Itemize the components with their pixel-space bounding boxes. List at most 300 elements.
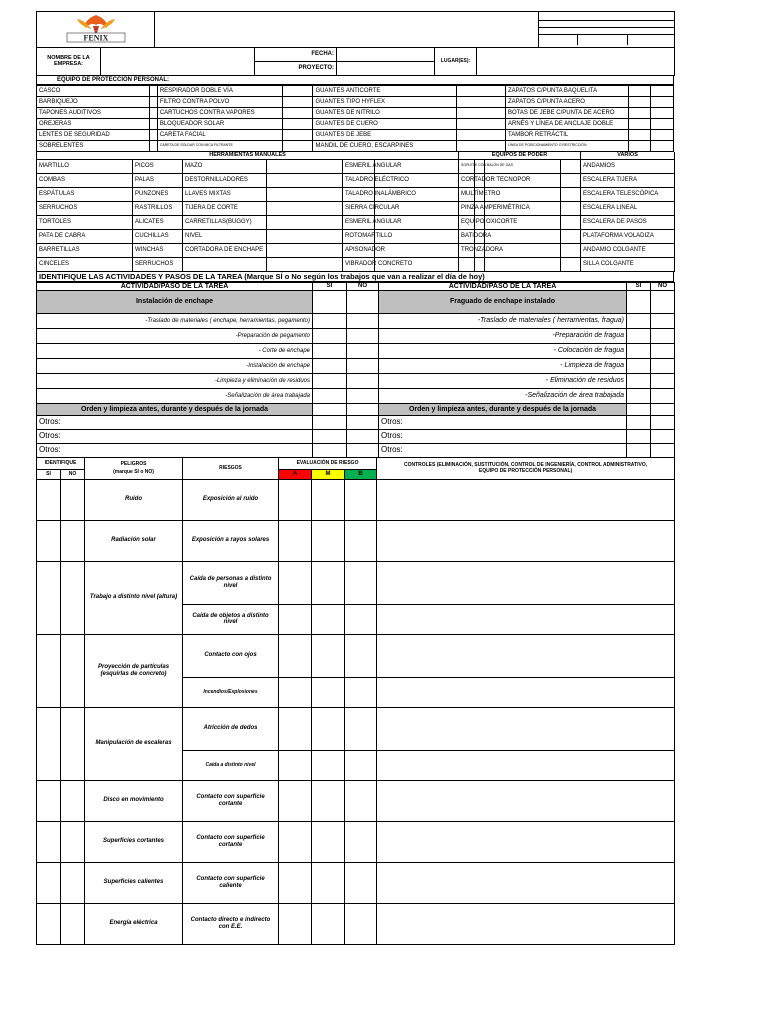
activity-step-right-no[interactable] — [651, 344, 675, 359]
order-cleaning-right: Orden y limpieza antes, durante y después de la jornada — [379, 404, 627, 416]
controls-header: CONTROLES (ELIMINACIÓN, SUSTITUCIÓN, CONTROL DE INGENIERÍA, CONTROL ADMINISTRATIVO, EQUIPO DE PROTECCIÓN PERSONAL) — [377, 458, 675, 479]
controls-cell[interactable] — [377, 604, 675, 634]
order-left-si[interactable] — [313, 404, 347, 416]
eval-medium-cell[interactable] — [312, 677, 345, 707]
tool-item: PINZA AMPERIMÉTRICA — [459, 201, 475, 215]
epp-checkbox[interactable] — [149, 119, 157, 130]
hazard-no-cell[interactable] — [61, 561, 85, 634]
hazard-risk: Contacto con superficie caliente — [183, 862, 279, 903]
hazard-risk: Contacto con ojos — [183, 634, 279, 677]
identify-no-header: NO — [61, 469, 85, 479]
eval-high-cell[interactable] — [279, 520, 312, 561]
tool-checkbox[interactable] — [267, 229, 343, 243]
other-left-si[interactable] — [313, 430, 347, 444]
epp-item: LÍNEA DE POSICIONAMIENTO O RESTRICCIÓN — [506, 141, 629, 152]
tool-item — [183, 257, 267, 271]
other-right-label[interactable]: Otros: — [379, 430, 627, 444]
manual-tools-title: HERRAMIENTAS MANUALES — [37, 152, 459, 159]
hazard-row — [37, 821, 675, 862]
dangers-header — [85, 458, 183, 479]
tool-item: MAZO — [183, 159, 267, 173]
eval-low-cell[interactable] — [345, 677, 377, 707]
company-label: NOMBRE DE LA EMPRESA: — [37, 48, 101, 76]
hazard-row — [37, 707, 675, 750]
activity-step-right-si[interactable] — [627, 329, 651, 344]
epp-row — [37, 119, 674, 130]
epp-checkbox-extra[interactable] — [651, 86, 674, 97]
tool-item: DESTORNILLADORES — [183, 173, 267, 187]
other-left-label[interactable]: Otros: — [37, 416, 313, 430]
epp-checkbox[interactable] — [628, 86, 651, 97]
activity-step-right-si[interactable] — [627, 374, 651, 389]
tool-item: MULTÍMETRO — [459, 187, 475, 201]
tools-row — [37, 187, 675, 201]
controls-cell[interactable] — [377, 903, 675, 944]
epp-checkbox[interactable] — [149, 108, 157, 119]
tools-row — [37, 173, 675, 187]
epp-checkbox[interactable] — [628, 108, 651, 119]
tool-item: MARTILLO — [37, 159, 133, 173]
other-left-no[interactable] — [347, 416, 379, 430]
tool-checkbox[interactable] — [267, 187, 343, 201]
tool-item: RASTRILLOS — [133, 201, 183, 215]
other-left-no[interactable] — [347, 430, 379, 444]
hazard-si-cell[interactable] — [37, 862, 61, 903]
epp-title: EQUIPO DE PROTECCIÓN PERSONAL: — [36, 76, 674, 85]
eval-low-cell[interactable] — [345, 604, 377, 634]
hazard-risk: Caída de objetos a distinto nivel — [183, 604, 279, 634]
eval-high-cell[interactable] — [279, 750, 312, 780]
hazard-risk: Incendios/Explosiones — [183, 677, 279, 707]
controls-cell[interactable] — [377, 821, 675, 862]
hazard-no-cell[interactable] — [61, 862, 85, 903]
eval-low-cell[interactable] — [345, 750, 377, 780]
epp-row — [37, 141, 674, 152]
hazard-si-cell[interactable] — [37, 780, 61, 821]
tool-checkbox[interactable] — [561, 215, 581, 229]
activity-step-right-no[interactable] — [651, 374, 675, 389]
other-right-si[interactable] — [627, 430, 651, 444]
epp-row — [37, 108, 674, 119]
activity-step-left-no[interactable] — [347, 359, 379, 374]
activity-step-right-si[interactable] — [627, 314, 651, 329]
date-field[interactable] — [337, 48, 435, 62]
activity-step-left-no[interactable] — [347, 344, 379, 359]
eval-medium-cell[interactable] — [312, 604, 345, 634]
tool-checkbox[interactable] — [485, 257, 561, 271]
tool-checkbox[interactable] — [375, 243, 459, 257]
controls-cell[interactable] — [377, 479, 675, 520]
tool-item: ESCALERA TELESCÓPICA — [581, 187, 675, 201]
activity-step-right-no[interactable] — [651, 389, 675, 404]
eval-medium-header: M — [312, 469, 345, 479]
tools-row — [37, 229, 675, 243]
eval-high-cell[interactable] — [279, 821, 312, 862]
header-title-area — [155, 12, 539, 48]
dangers-header-label: PELIGROS — [120, 461, 147, 468]
tool-item: APISONADOR — [343, 243, 375, 257]
tool-item: TIJERA DE CORTE — [183, 201, 267, 215]
activity-order-row — [37, 404, 675, 416]
eval-high-header: A — [279, 469, 312, 479]
hazard-danger: Superficies calientes — [85, 862, 183, 903]
eval-medium-cell[interactable] — [312, 862, 345, 903]
hazard-danger: Trabajo a distinto nivel (altura) — [85, 561, 183, 634]
epp-item: CASCO — [37, 86, 150, 97]
epp-item: CARETA FACIAL — [157, 130, 282, 141]
tool-item: ALICATES — [133, 215, 183, 229]
activity-step-right-si[interactable] — [627, 389, 651, 404]
activity-step-right-no[interactable] — [651, 329, 675, 344]
hazard-risk: Caída a distinto nivel — [183, 750, 279, 780]
activity-step-left: - Corte de enchape — [37, 344, 313, 359]
header-table — [36, 11, 675, 48]
eval-low-cell[interactable] — [345, 903, 377, 944]
other-right-no[interactable] — [651, 430, 675, 444]
epp-checkbox[interactable] — [149, 97, 157, 108]
hazard-no-cell[interactable] — [61, 520, 85, 561]
activity-step-right-si[interactable] — [627, 359, 651, 374]
controls-cell[interactable] — [377, 634, 675, 677]
eval-high-cell[interactable] — [279, 604, 312, 634]
epp-checkbox[interactable] — [282, 130, 313, 141]
tool-item: ROTOMARTILLO — [343, 229, 375, 243]
controls-cell[interactable] — [377, 862, 675, 903]
epp-checkbox[interactable] — [628, 119, 651, 130]
activity-step-right-no[interactable] — [651, 314, 675, 329]
hazard-risk: Contacto con superficie cortante — [183, 821, 279, 862]
hazard-si-cell[interactable] — [37, 634, 61, 707]
activity-step-right-no[interactable] — [651, 359, 675, 374]
hazard-no-cell[interactable] — [61, 903, 85, 944]
hazard-row — [37, 862, 675, 903]
hazard-si-cell[interactable] — [37, 520, 61, 561]
tools-row — [37, 215, 675, 229]
epp-checkbox[interactable] — [456, 97, 505, 108]
activity-step-right: -Traslado de materiales ( herramientas, fragua) — [379, 314, 627, 329]
eval-medium-cell[interactable] — [312, 750, 345, 780]
activity-group-left-si[interactable] — [313, 291, 347, 314]
other-left-no[interactable] — [347, 444, 379, 458]
epp-checkbox[interactable] — [149, 141, 157, 152]
tool-item: ESCALERA LINEAL — [581, 201, 675, 215]
activity-step-left-si[interactable] — [313, 374, 347, 389]
tool-checkbox[interactable] — [267, 257, 343, 271]
activity-col-header-right: ACTIVIDAD/PASO DE LA TAREA — [379, 282, 627, 291]
activity-step-row — [37, 344, 675, 359]
tool-checkbox[interactable] — [561, 201, 581, 215]
tool-checkbox[interactable] — [267, 243, 343, 257]
controls-cell[interactable] — [377, 750, 675, 780]
epp-checkbox-extra[interactable] — [651, 119, 674, 130]
activity-step-row — [37, 374, 675, 389]
tool-item: EQUIPO OXICORTE — [459, 215, 475, 229]
tool-item: SOPLETE CON BALÓN DE GAS — [459, 159, 475, 173]
other-right-label[interactable]: Otros: — [379, 416, 627, 430]
other-left-label[interactable]: Otros: — [37, 444, 313, 458]
hazard-si-cell[interactable] — [37, 707, 61, 780]
order-right-si[interactable] — [627, 404, 651, 416]
epp-item: FILTRO CONTRA POLVO — [157, 97, 282, 108]
tool-item: CINCELES — [37, 257, 133, 271]
tool-item — [459, 257, 475, 271]
other-right-label[interactable]: Otros: — [379, 444, 627, 458]
epp-checkbox[interactable] — [456, 86, 505, 97]
other-left-si[interactable] — [313, 416, 347, 430]
hazard-no-cell[interactable] — [61, 821, 85, 862]
eval-low-cell[interactable] — [345, 634, 377, 677]
eval-high-cell[interactable] — [279, 862, 312, 903]
eval-medium-cell[interactable] — [312, 821, 345, 862]
no-header-right: NO — [651, 282, 675, 291]
epp-item: GUANTES DE CUERO — [313, 119, 456, 130]
controls-cell[interactable] — [377, 520, 675, 561]
other-left-label[interactable]: Otros: — [37, 430, 313, 444]
tool-item: WINCHAS — [133, 243, 183, 257]
activity-step-right: -Señalización de área trabajada — [379, 389, 627, 404]
eval-low-cell[interactable] — [345, 821, 377, 862]
epp-item: GUANTES DE JEBE — [313, 130, 456, 141]
other-right-no[interactable] — [651, 416, 675, 430]
activities-title: IDENTIFIQUE LAS ACTIVIDADES Y PASOS DE LA TAREA (Marque SÍ o No según los trabajos que van a realizar el día de hoy) — [36, 272, 674, 282]
tool-item: ESCALERA DE PASOS — [581, 215, 675, 229]
activity-step-right: - Limpieza de fragua — [379, 359, 627, 374]
hazard-row — [37, 634, 675, 677]
tool-checkbox[interactable] — [561, 159, 581, 173]
hazard-no-cell[interactable] — [61, 780, 85, 821]
epp-checkbox[interactable] — [628, 97, 651, 108]
hazard-row — [37, 903, 675, 944]
activity-step-row — [37, 329, 675, 344]
controls-cell[interactable] — [377, 707, 675, 750]
activity-step-left-no[interactable] — [347, 314, 379, 329]
si-header-left: SI — [313, 282, 347, 291]
epp-item: OREJERAS — [37, 119, 150, 130]
epp-item: MANDIL DE CUERO, ESCARPINES — [313, 141, 456, 152]
activity-group-right-no[interactable] — [651, 291, 675, 314]
tool-item: CORTADORA DE ENCHAPE — [183, 243, 267, 257]
activity-step-left-no[interactable] — [347, 374, 379, 389]
activity-step-row — [37, 359, 675, 374]
epp-checkbox[interactable] — [149, 86, 157, 97]
activity-group-right: Fraguado de enchape instalado — [379, 291, 627, 314]
header-code-box — [539, 12, 675, 48]
eval-low-cell[interactable] — [345, 479, 377, 520]
activity-step-left: -Traslado de materiales ( enchape, herramientas, pegamento) — [37, 314, 313, 329]
epp-checkbox-extra[interactable] — [651, 141, 674, 152]
epp-checkbox[interactable] — [628, 141, 651, 152]
eval-low-cell[interactable] — [345, 780, 377, 821]
hazard-si-cell[interactable] — [37, 821, 61, 862]
tool-item: BATIDORA — [459, 229, 475, 243]
activity-step-row — [37, 389, 675, 404]
identify-si-header: SI — [37, 469, 61, 479]
controls-cell[interactable] — [377, 561, 675, 604]
epp-checkbox-extra[interactable] — [651, 108, 674, 119]
tool-checkbox[interactable] — [267, 215, 343, 229]
hazard-row — [37, 479, 675, 520]
epp-checkbox[interactable] — [282, 141, 313, 152]
eval-medium-cell[interactable] — [312, 561, 345, 604]
order-left-no[interactable] — [347, 404, 379, 416]
hazard-danger: Superficies cortantes — [85, 821, 183, 862]
tool-item: COMBAS — [37, 173, 133, 187]
project-field[interactable] — [337, 62, 435, 76]
eval-low-cell[interactable] — [345, 707, 377, 750]
eval-high-cell[interactable] — [279, 479, 312, 520]
epp-checkbox[interactable] — [628, 130, 651, 141]
other-right-si[interactable] — [627, 444, 651, 458]
activity-group-left: Instalación de enchape — [37, 291, 313, 314]
hazard-row — [37, 520, 675, 561]
company-info-table — [36, 48, 675, 77]
tool-item: PICOS — [133, 159, 183, 173]
tool-checkbox[interactable] — [561, 173, 581, 187]
hazard-si-cell[interactable] — [37, 903, 61, 944]
activity-step-left-si[interactable] — [313, 359, 347, 374]
epp-checkbox[interactable] — [282, 119, 313, 130]
eval-medium-cell[interactable] — [312, 780, 345, 821]
tool-checkbox[interactable] — [561, 229, 581, 243]
activity-step-left: -Preparación de pegamento — [37, 329, 313, 344]
tool-checkbox[interactable] — [267, 159, 343, 173]
epp-item: LENTES DE SEGURIDAD — [37, 130, 150, 141]
hazard-no-cell[interactable] — [61, 634, 85, 707]
activity-step-left-no[interactable] — [347, 329, 379, 344]
epp-checkbox[interactable] — [456, 119, 505, 130]
hazard-si-cell[interactable] — [37, 479, 61, 520]
place-field[interactable] — [477, 48, 675, 76]
eval-medium-cell[interactable] — [312, 634, 345, 677]
epp-checkbox[interactable] — [456, 141, 505, 152]
activity-other-row — [37, 430, 675, 444]
activity-step-right-si[interactable] — [627, 344, 651, 359]
hazard-danger: Energía eléctrica — [85, 903, 183, 944]
epp-checkbox[interactable] — [282, 97, 313, 108]
tools-row — [37, 201, 675, 215]
tool-checkbox[interactable] — [267, 173, 343, 187]
header-code-table — [539, 14, 675, 45]
eval-low-header: B — [345, 469, 377, 479]
tool-item: PATA DE CABRA — [37, 229, 133, 243]
eval-high-cell[interactable] — [279, 903, 312, 944]
tool-item: CUCHILLAS — [133, 229, 183, 243]
epp-item: CARETA DE SOLDAR CON MICA FILTRANTE — [157, 141, 282, 152]
hazard-danger: Proyección de partículas (esquirlas de concreto) — [85, 634, 183, 707]
tool-checkbox[interactable] — [475, 257, 485, 271]
other-left-si[interactable] — [313, 444, 347, 458]
tool-checkbox[interactable] — [561, 187, 581, 201]
epp-checkbox[interactable] — [282, 86, 313, 97]
form-page — [36, 11, 674, 945]
activity-group-left-no[interactable] — [347, 291, 379, 314]
tool-checkbox[interactable] — [267, 201, 343, 215]
eval-header: EVALUACIÓN DE RIESGO — [279, 458, 377, 469]
eval-low-cell[interactable] — [345, 520, 377, 561]
activity-other-row — [37, 444, 675, 458]
date-label: FECHA: — [255, 48, 337, 62]
controls-cell[interactable] — [377, 780, 675, 821]
activity-step-left: -Instalación de enchape — [37, 359, 313, 374]
tool-item: ANDAMIO COLGANTE — [581, 243, 675, 257]
eval-high-cell[interactable] — [279, 707, 312, 750]
other-right-no[interactable] — [651, 444, 675, 458]
activities-table — [36, 282, 675, 459]
epp-checkbox-extra[interactable] — [651, 130, 674, 141]
epp-item: GUANTES ANTICORTE — [313, 86, 456, 97]
epp-table — [36, 85, 674, 152]
tool-checkbox[interactable] — [561, 257, 581, 271]
hazard-si-cell[interactable] — [37, 561, 61, 634]
tool-item: SILLA COLGANTE — [581, 257, 675, 271]
controls-cell[interactable] — [377, 677, 675, 707]
epp-item: BOTAS DE JEBE C/PUNTA DE ACERO — [506, 108, 629, 119]
eval-low-cell[interactable] — [345, 862, 377, 903]
hazard-risk: Contacto con superficie cortante — [183, 780, 279, 821]
logo — [37, 12, 155, 48]
epp-item: CARTUCHOS CONTRA VAPORES — [157, 108, 282, 119]
activity-step-left-no[interactable] — [347, 389, 379, 404]
epp-item: TAPONES AUDITIVOS — [37, 108, 150, 119]
tool-item: VIBRADOR CONCRETO — [343, 257, 375, 271]
activity-group-right-si[interactable] — [627, 291, 651, 314]
other-right-si[interactable] — [627, 416, 651, 430]
eval-low-cell[interactable] — [345, 561, 377, 604]
eval-high-cell[interactable] — [279, 677, 312, 707]
epp-checkbox[interactable] — [456, 108, 505, 119]
tool-item: CORTADOR TECNOPOR — [459, 173, 475, 187]
activity-step-right: - Eliminación de residuos — [379, 374, 627, 389]
hazard-no-cell[interactable] — [61, 707, 85, 780]
epp-item: TAMBOR RETRÁCTIL — [506, 130, 629, 141]
order-cleaning-left: Orden y limpieza antes, durante y después de la jornada — [37, 404, 313, 416]
activity-step-left-si[interactable] — [313, 344, 347, 359]
epp-checkbox[interactable] — [456, 130, 505, 141]
tool-item: TORTOLES — [37, 215, 133, 229]
tools-row — [37, 243, 675, 257]
eval-medium-cell[interactable] — [312, 903, 345, 944]
eval-high-cell[interactable] — [279, 780, 312, 821]
eval-medium-cell[interactable] — [312, 479, 345, 520]
epp-row — [37, 130, 674, 141]
si-header-right: SI — [627, 282, 651, 291]
tools-table — [36, 152, 675, 272]
order-right-no[interactable] — [651, 404, 675, 416]
tool-item: BARRETILLAS — [37, 243, 133, 257]
epp-checkbox-extra[interactable] — [651, 97, 674, 108]
tool-item: ESCALERA TIJERA — [581, 173, 675, 187]
eval-high-cell[interactable] — [279, 634, 312, 677]
activity-step-left-si[interactable] — [313, 329, 347, 344]
epp-checkbox[interactable] — [282, 108, 313, 119]
hazard-no-cell[interactable] — [61, 479, 85, 520]
activity-step-left-si[interactable] — [313, 389, 347, 404]
place-label: LUGAR(ES): — [435, 48, 477, 76]
phoenix-logo-icon — [41, 12, 151, 44]
tool-checkbox[interactable] — [485, 229, 561, 243]
eval-high-cell[interactable] — [279, 561, 312, 604]
tool-checkbox[interactable] — [561, 243, 581, 257]
hazard-risk: Exposición al ruido — [183, 479, 279, 520]
tool-item: TALADRO INALÁMBRICO — [343, 187, 375, 201]
eval-medium-cell[interactable] — [312, 707, 345, 750]
epp-item: SOBRELENTES — [37, 141, 150, 152]
no-header-left: NO — [347, 282, 379, 291]
activity-step-left-si[interactable] — [313, 314, 347, 329]
company-field[interactable] — [101, 48, 255, 76]
eval-medium-cell[interactable] — [312, 520, 345, 561]
epp-checkbox[interactable] — [149, 130, 157, 141]
